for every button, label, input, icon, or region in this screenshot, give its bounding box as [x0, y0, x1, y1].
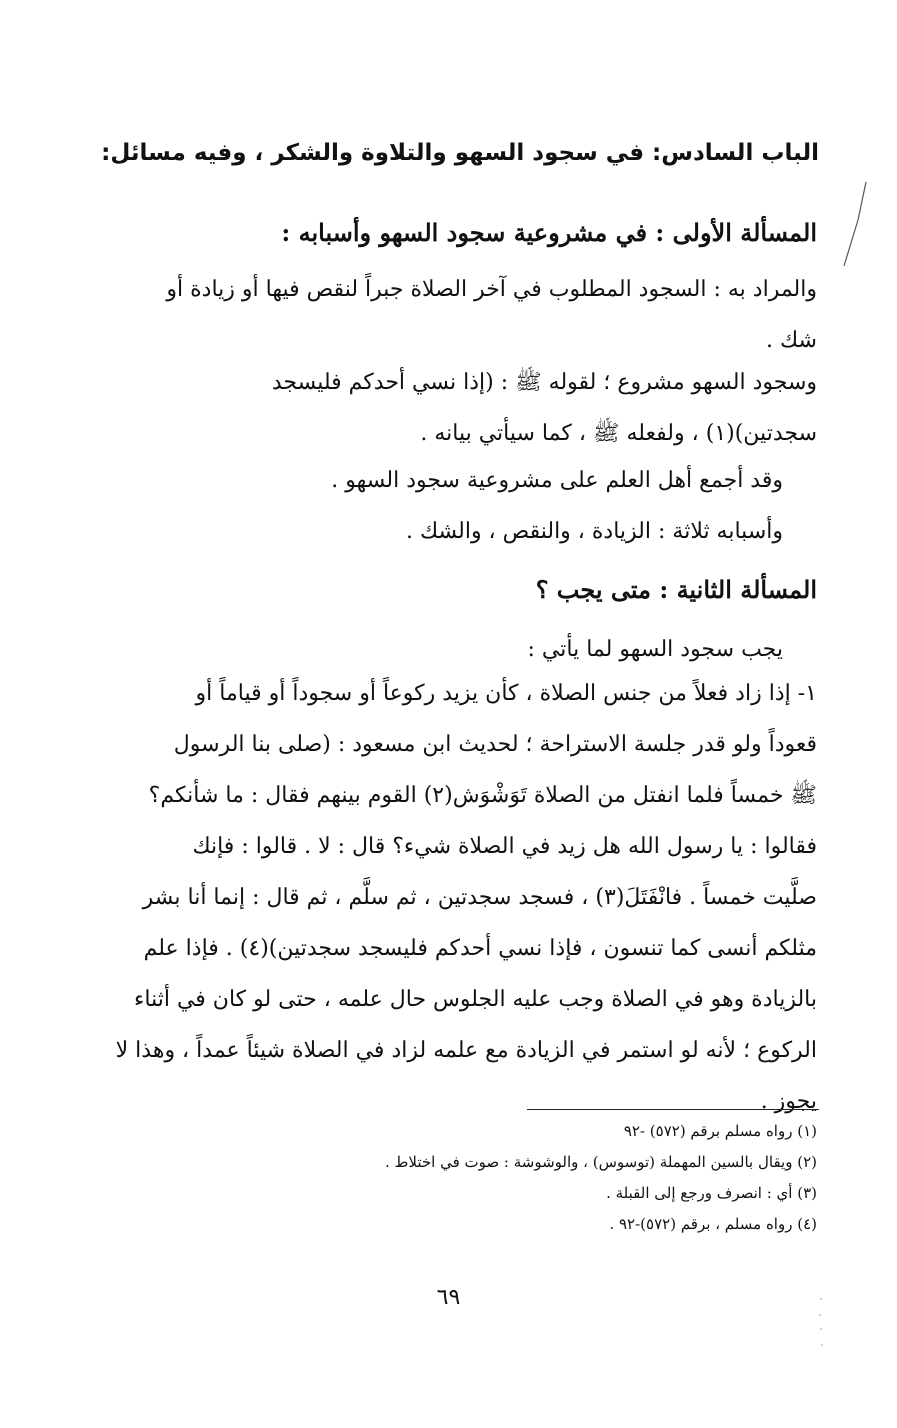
- page-number: ٦٩: [436, 1285, 461, 1310]
- scan-specks: [816, 1295, 826, 1355]
- section2-body: [107, 668, 817, 1127]
- margin-pen-stroke: [838, 180, 868, 270]
- paragraph-line: يجب سجود السهو لما يأتي :: [527, 637, 783, 662]
- paragraph-line: صلَّيت خمساً . فانْفَتَلَ(٣) ، فسجد سجدتين ، ثم سلَّم ، ثم قال : إنما أنا بشر: [142, 885, 817, 910]
- section1-body-3: [107, 455, 817, 557]
- footnotes: [107, 1116, 817, 1240]
- section1-body-2: [107, 357, 817, 459]
- footnote: (٤) رواه مسلم ، برقم (٥٧٢)-٩٢ .: [609, 1215, 817, 1233]
- footnote: (٢) ويقال بالسين المهملة (توسوس) ، والوشوشة : صوت في اختلاط .: [385, 1153, 817, 1171]
- footnote-separator: [527, 1109, 819, 1110]
- paragraph-line: ﷺ خمساً فلما انفتل من الصلاة تَوَشْوَش(٢) القوم بينهم فقال : ما شأنكم؟: [148, 783, 817, 808]
- paragraph-line: وسجود السهو مشروع ؛ لقوله ﷺ : (إذا نسي أحدكم فليسجد: [271, 370, 817, 395]
- section2-heading: المسألة الثانية : متى يجب ؟: [535, 575, 817, 604]
- paragraph-line: مثلكم أنسى كما تنسون ، فإذا نسي أحدكم فليسجد سجدتين)(٤) . فإذا علم: [143, 936, 817, 961]
- paragraph-line: شك .: [766, 328, 817, 353]
- section1-body: [107, 264, 817, 366]
- footnote: (٣) أي : انصرف ورجع إلى القبلة .: [606, 1184, 817, 1202]
- paragraph-line: قعوداً ولو قدر جلسة الاستراحة ؛ لحديث ابن مسعود : (صلى بنا الرسول: [173, 732, 817, 757]
- paragraph-line: الركوع ؛ لأنه لو استمر في الزيادة مع علمه لزاد في الصلاة شيئاً عمداً ، وهذا لا: [115, 1038, 817, 1063]
- paragraph-line: ١- إذا زاد فعلاً من جنس الصلاة ، كأن يزيد ركوعاً أو سجوداً أو قياماً أو: [195, 681, 817, 706]
- paragraph-line: بالزيادة وهو في الصلاة وجب عليه الجلوس حال علمه ، حتى لو كان في أثناء: [134, 987, 817, 1012]
- paragraph-line: وأسبابه ثلاثة : الزيادة ، والنقص ، والشك .: [405, 519, 783, 544]
- paragraph-line: وقد أجمع أهل العلم على مشروعية سجود السهو .: [331, 468, 783, 493]
- paragraph-line: والمراد به : السجود المطلوب في آخر الصلاة جبراً لنقص فيها أو زيادة أو: [166, 277, 817, 302]
- footnote: (١) رواه مسلم برقم (٥٧٢) -٩٢: [623, 1122, 817, 1140]
- chapter-title: الباب السادس: في سجود السهو والتلاوة والشكر ، وفيه مسائل:: [101, 140, 819, 166]
- paragraph-line: يجوز .: [760, 1089, 817, 1114]
- section1-heading: المسألة الأولى : في مشروعية سجود السهو وأسبابه :: [281, 218, 817, 247]
- paragraph-line: فقالوا : يا رسول الله هل زيد في الصلاة شيء؟ قال : لا . قالوا : فإنك: [192, 834, 817, 859]
- paragraph-line: سجدتين)(١) ، ولفعله ﷺ ، كما سيأتي بيانه .: [420, 421, 817, 446]
